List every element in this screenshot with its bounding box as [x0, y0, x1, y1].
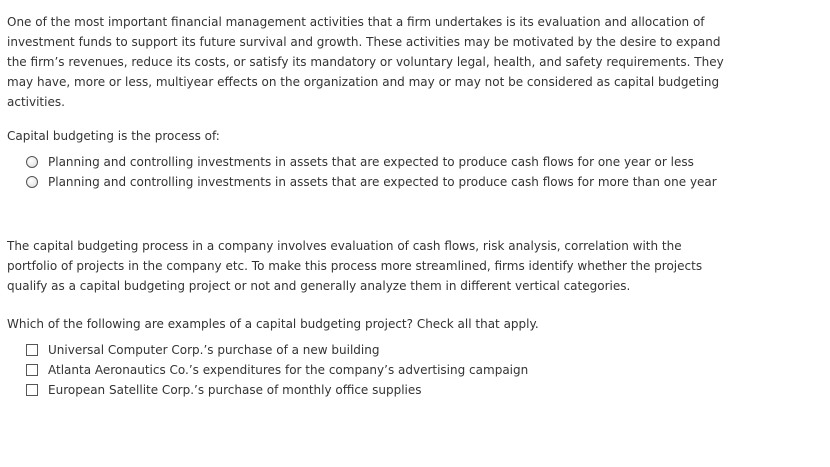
radio-option-more-than-one-year[interactable]: [26, 172, 727, 192]
radio-button-icon[interactable]: [26, 176, 38, 188]
checkbox-option-label: Universal Computer Corp.’s purchase of a new building: [48, 343, 380, 357]
second-paragraph: The capital budgeting process in a company involves evaluation of cash flows, risk analysis, correlation with the portfolio of projects in the company etc. To make this process more streamlined, firms identify whether the projects qualify as a capital budgeting project or not and generally analyze them in different vertical categories.: [7, 239, 703, 293]
question2-options: [26, 340, 727, 400]
intro-paragraph: One of the most important financial management activities that a firm undertakes is its evaluation and allocation of investment funds to support its future survival and growth. These activities may be motivated by the desire to expand the firm’s revenues, reduce its costs, or satisfy its mandatory or voluntary legal, health, and safety requirements. They may have, more or less, multiyear effects on the organization and may or may not be considered as capital budgeting activities.: [7, 15, 724, 109]
checkbox-option-label: Atlanta Aeronautics Co.’s expenditures for the company’s advertising campaign: [48, 363, 529, 377]
checkbox-icon[interactable]: [26, 364, 38, 376]
radio-option-label: Planning and controlling investments in assets that are expected to produce cash flows for one year or less: [48, 155, 694, 169]
question1-prompt: Capital budgeting is the process of:: [7, 129, 220, 143]
checkbox-option-label: European Satellite Corp.’s purchase of monthly office supplies: [48, 383, 422, 397]
question-page: [7, 12, 727, 444]
checkbox-option-new-building[interactable]: [26, 340, 727, 360]
checkbox-icon[interactable]: [26, 344, 38, 356]
radio-option-label: Planning and controlling investments in assets that are expected to produce cash flows for more than one year: [48, 175, 717, 189]
question1-options: [26, 152, 727, 192]
checkbox-option-advertising-campaign[interactable]: [26, 360, 727, 380]
checkbox-option-office-supplies[interactable]: [26, 380, 727, 400]
question2-prompt: Which of the following are examples of a capital budgeting project? Check all that apply.: [7, 317, 539, 331]
checkbox-icon[interactable]: [26, 384, 38, 396]
radio-button-icon[interactable]: [26, 156, 38, 168]
radio-option-one-year-or-less[interactable]: [26, 152, 727, 172]
